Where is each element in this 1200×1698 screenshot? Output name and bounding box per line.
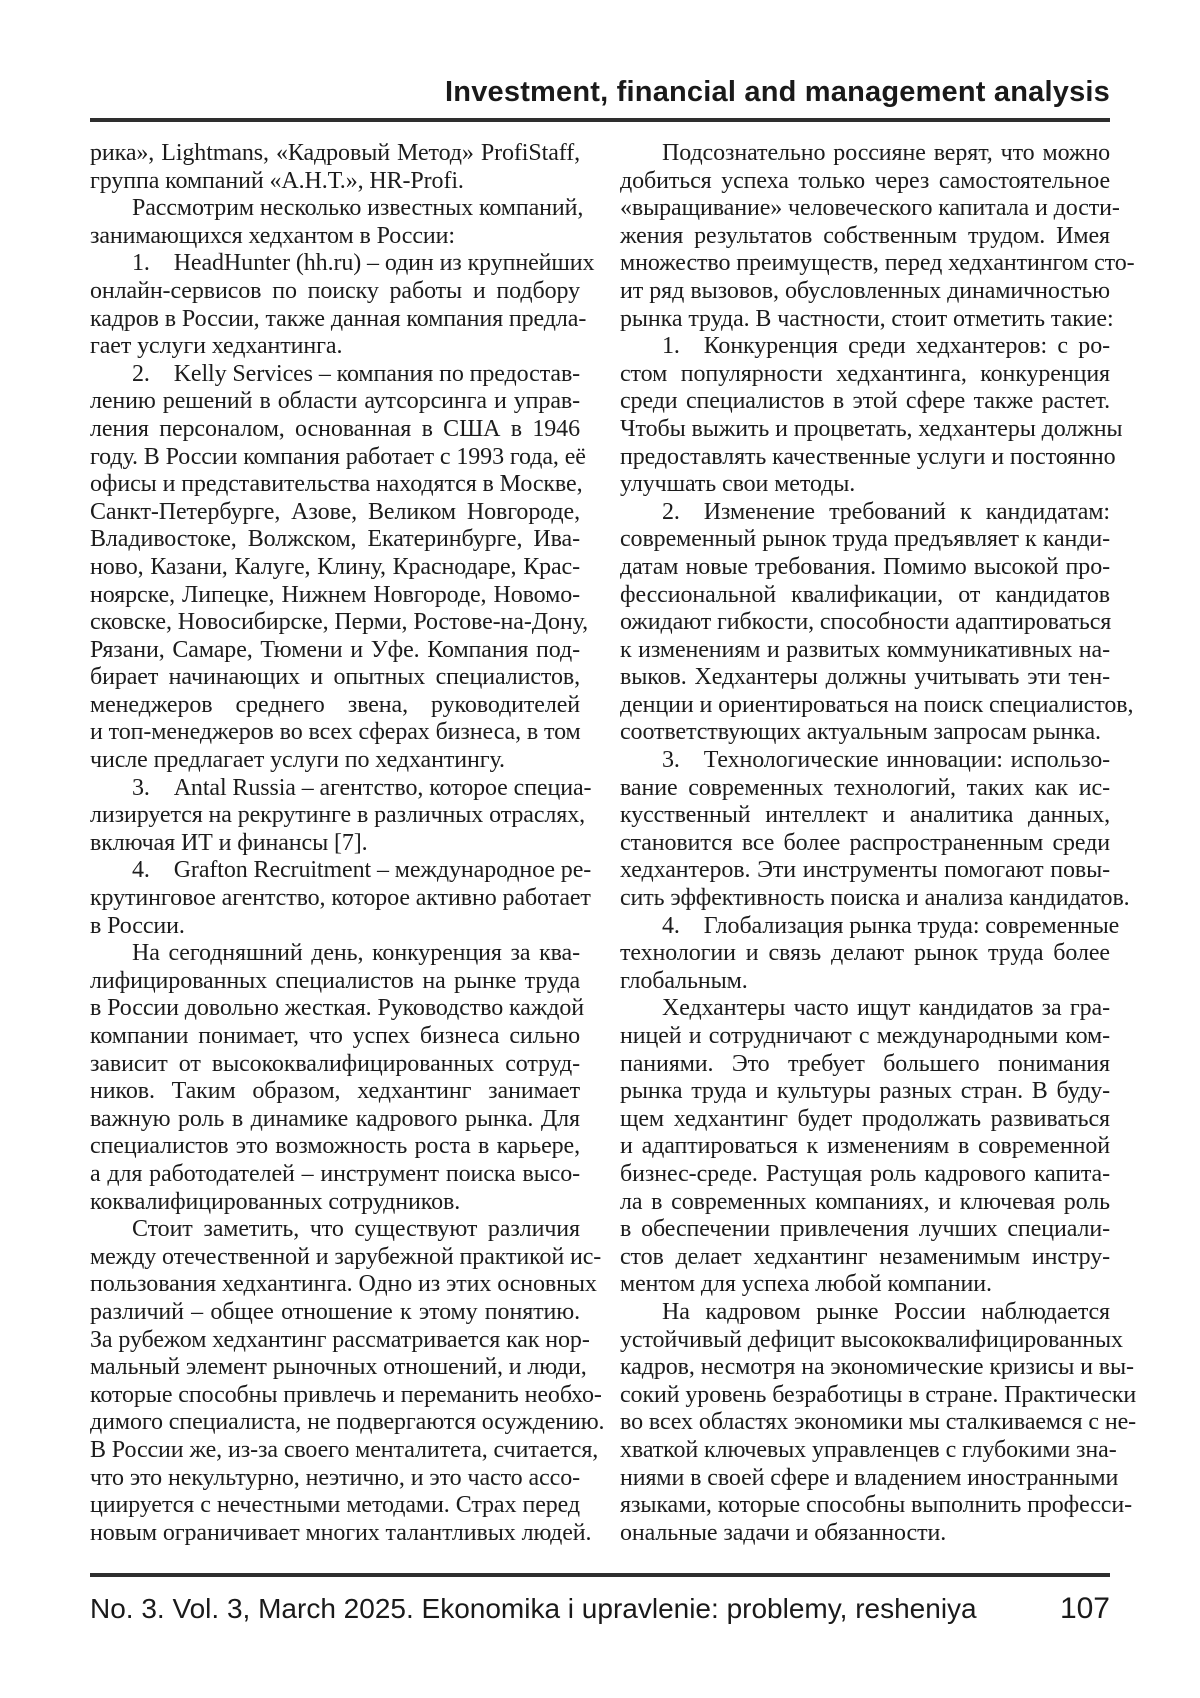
text-line: 3. Технологические инновации: использо- — [662, 747, 1110, 774]
paragraph — [90, 857, 592, 940]
paragraph — [90, 195, 584, 250]
text-line: в обеспечении привлечения лучших специали- — [620, 1216, 1110, 1243]
text-line: ла в современных компаниях, и ключевая роль — [620, 1188, 1110, 1215]
text-line: 2. Изменение требований к кандидатам: — [662, 498, 1110, 525]
text-line: кусственный интеллект и аналитика данных, — [620, 802, 1110, 829]
text-line: что это некультурно, неэтично, и это часто ассо- — [90, 1464, 580, 1491]
text-line: включая ИТ и финансы [7]. — [90, 829, 368, 856]
text-line: бирает начинающих и опытных специалистов, — [90, 664, 580, 691]
text-line: Чтобы выжить и процветать, хедхантеры должны — [620, 415, 1123, 442]
text-line: 2. Kelly Services – компания по предостав- — [132, 360, 581, 387]
text-line: 1. HeadHunter (hh.ru) – один из крупнейших — [132, 250, 595, 277]
text-line: и адаптироваться к изменениям в современной — [620, 1133, 1110, 1160]
text-line: числе предлагает услуги по хедхантингу. — [90, 747, 505, 774]
text-line: и топ-менеджеров во всех сферах бизнеса, в том — [90, 719, 581, 746]
text-line: между отечественной и зарубежной практикой ис- — [90, 1243, 602, 1270]
text-line: кадров в России, также данная компания предла- — [90, 305, 587, 332]
text-line: 1. Конкуренция среди хедхантеров: с ро- — [662, 333, 1110, 360]
text-line: кадров, несмотря на экономические кризисы и вы- — [620, 1354, 1134, 1381]
text-line: стов делает хедхантинг незаменимым инстру- — [620, 1243, 1110, 1270]
paragraph — [90, 940, 585, 1216]
text-line: к изменениям и развитых коммуникативных на- — [620, 636, 1110, 663]
text-line: компании понимает, что успех бизнеса сильно — [90, 1023, 580, 1049]
text-line: димого специалиста, не подвергаются осуждению. — [90, 1409, 605, 1436]
text-line: добиться успеха только через самостоятельное — [620, 167, 1110, 194]
text-line: За рубежом хедхантинг рассматривается как нор- — [90, 1326, 590, 1353]
text-line: ментом для успеха любой компании. — [620, 1271, 992, 1298]
text-line: ников. Таким образом, хедхантинг занимает — [90, 1078, 580, 1105]
text-line: хедхантеров. Эти инструменты помогают повы- — [620, 857, 1110, 884]
text-line: ит ряд вызовов, обусловленных динамичностью — [620, 277, 1110, 304]
left-column — [90, 140, 605, 1547]
text-line: онлайн-сервисов по поиску работы и подбору — [90, 277, 580, 304]
text-line: Рязани, Самаре, Тюмени и Уфе. Компания под- — [90, 636, 580, 663]
text-line: На сегодняшний день, конкуренция за ква- — [132, 940, 580, 967]
text-line: гает услуги хедхантинга. — [90, 333, 343, 360]
text-line: денции и ориентироваться на поиск специалистов, — [620, 691, 1134, 718]
paragraph — [90, 774, 592, 858]
text-line: датам новые требования. Помимо высокой про- — [620, 553, 1110, 580]
text-line: ожидают гибкости, способности адаптироваться — [620, 609, 1112, 636]
text-line: сить эффективность поиска и анализа кандидатов. — [620, 885, 1130, 912]
text-line: важную роль в динамике кадрового рынка. Для — [90, 1105, 580, 1132]
text-line: ниями в своей сфере и владением иностранными — [620, 1464, 1119, 1491]
paragraph — [620, 333, 1123, 499]
text-line: выков. Хедхантеры должны учитывать эти тен- — [620, 664, 1110, 691]
text-line: множество преимуществ, перед хедхантингом сто- — [620, 250, 1135, 277]
text-line: технологии и связь делают рынок труда более — [620, 940, 1110, 967]
text-line: Владивостоке, Волжском, Екатеринбурге, Ива- — [90, 526, 580, 553]
text-line: ноярске, Липецке, Нижнем Новгороде, Новомо- — [90, 581, 580, 608]
running-head: Investment, financial and management analysis — [445, 76, 1110, 108]
header-rule — [90, 118, 1110, 122]
text-line: среди специалистов в этой сфере также растет. — [620, 388, 1110, 415]
text-line: зависит от высококвалифицированных сотруд- — [90, 1050, 580, 1077]
text-line: 4. Grafton Recruitment – международное ре- — [132, 857, 592, 884]
text-line: Хедхантеры часто ищут кандидатов за гра- — [662, 995, 1110, 1022]
text-line: 4. Глобализация рынка труда: современные — [662, 912, 1120, 939]
text-line: группа компаний «А.Н.Т.», HR-Profi. — [90, 167, 464, 194]
text-line: рика», Lightmans, «Кадровый Метод» ProfiStaff, — [90, 140, 580, 166]
text-line: циируется с нечестными методами. Страх перед — [90, 1492, 580, 1519]
text-line: соответствующих актуальным запросам рынка. — [620, 719, 1101, 746]
text-line: лифицированных специалистов на рынке труда — [90, 967, 580, 994]
text-line: офисы и представительства находятся в Москве, — [90, 471, 583, 498]
article-body — [90, 140, 1137, 1547]
text-line: стом популярности хедхантинга, конкуренция — [620, 360, 1110, 387]
text-line: ново, Казани, Калуге, Клину, Краснодаре, Крас- — [90, 553, 580, 580]
text-line: сковске, Новосибирске, Перми, Ростове-на-Дону, — [90, 609, 589, 636]
text-line: ления персоналом, основанная в США в 1946 — [90, 415, 580, 442]
text-line: в России. — [90, 912, 185, 939]
text-line: Стоит заметить, что существуют различия — [132, 1216, 580, 1243]
text-line: пользования хедхантинга. Одно из этих основных — [90, 1271, 597, 1298]
page-number: 107 — [1059, 1592, 1110, 1625]
text-line: различий – общее отношение к этому понятию. — [90, 1298, 580, 1325]
text-line: Санкт-Петербурге, Азове, Великом Новгороде, — [90, 498, 580, 525]
text-line: занимающихся хедхантом в России: — [90, 222, 455, 249]
text-line: менеджеров среднего звена, руководителей — [90, 691, 580, 718]
paragraph — [620, 912, 1120, 996]
text-line: сокий уровень безработицы в стране. Практически — [620, 1381, 1137, 1408]
journal-citation: No. 3. Vol. 3, March 2025. Ekonomika i upravlenie: problemy, resheniya — [90, 1593, 977, 1624]
text-line: Рассмотрим несколько известных компаний, — [132, 195, 584, 222]
text-line: паниями. Это требует большего понимания — [620, 1050, 1110, 1077]
text-line: хваткой ключевых управленцев с глубокими зна- — [620, 1436, 1117, 1463]
text-line: бизнес-среде. Растущая роль кадрового капита- — [620, 1160, 1110, 1187]
text-line: На кадровом рынке России наблюдается — [662, 1298, 1110, 1325]
text-line: становится все более распространенным среди — [620, 829, 1110, 856]
text-line: «выращивание» человеческого капитала и дости- — [620, 195, 1120, 222]
text-line: ницей и сотрудничают с международными ком- — [620, 1023, 1110, 1049]
text-line: мальный элемент рыночных отношений, и люди, — [90, 1354, 587, 1381]
text-line: 3. Antal Russia – агентство, которое специа- — [132, 774, 592, 801]
text-line: рынка труда. В частности, стоит отметить такие: — [620, 305, 1114, 332]
paragraph — [90, 250, 595, 360]
text-line: ональные задачи и обязанности. — [620, 1519, 947, 1546]
text-line: специалистов это возможность роста в карьере, — [90, 1133, 580, 1160]
text-line: которые способны привлечь и переманить необхо- — [90, 1381, 602, 1408]
text-line: улучшать свои методы. — [620, 471, 856, 498]
text-line: жения результатов собственным трудом. Имея — [620, 222, 1110, 249]
text-line: фессиональной квалификации, от кандидатов — [620, 581, 1110, 608]
text-line: В России же, из-за своего менталитета, считается, — [90, 1436, 599, 1463]
text-line: коквалифицированных сотрудников. — [90, 1188, 461, 1215]
paragraph — [620, 140, 1135, 333]
paragraph — [90, 140, 580, 195]
text-line: лению решений в области аутсорсинга и управ- — [90, 388, 580, 415]
text-line: предоставлять качественные услуги и постоянно — [620, 443, 1116, 470]
footer-rule — [90, 1573, 1110, 1577]
text-line: Подсознательно россияне верят, что можно — [662, 140, 1110, 166]
text-line: новым ограничивает многих талантливых людей. — [90, 1519, 592, 1546]
text-line: году. В России компания работает с 1993 года, её — [90, 443, 586, 470]
text-line: глобальным. — [620, 967, 748, 994]
paragraph — [620, 498, 1134, 747]
text-line: щем хедхантинг будет продолжать развиваться — [620, 1105, 1110, 1132]
text-line: языками, которые способны выполнить професси- — [620, 1492, 1132, 1519]
text-line: а для работодателей – инструмент поиска высо- — [90, 1160, 580, 1187]
text-line: лизируется на рекрутинге в различных отраслях, — [90, 802, 585, 829]
text-line: устойчивый дефицит высококвалифицированных — [620, 1326, 1123, 1353]
text-line: вание современных технологий, таких как ис- — [620, 774, 1110, 801]
paragraph — [620, 995, 1110, 1299]
page-footer — [90, 1592, 1110, 1626]
paragraph — [90, 360, 589, 775]
text-line: современный рынок труда предъявляет к канди- — [620, 526, 1110, 553]
text-line: во всех областях экономики мы сталкиваемся с не- — [620, 1409, 1137, 1436]
text-line: в России довольно жесткая. Руководство каждой — [90, 995, 585, 1022]
right-column — [620, 140, 1137, 1547]
paragraph — [620, 1298, 1137, 1547]
paragraph — [90, 1216, 605, 1547]
text-line: крутинговое агентство, которое активно работает — [90, 885, 591, 912]
text-line: рынка труда и культуры разных стран. В буду- — [620, 1078, 1110, 1105]
paragraph — [620, 747, 1130, 913]
